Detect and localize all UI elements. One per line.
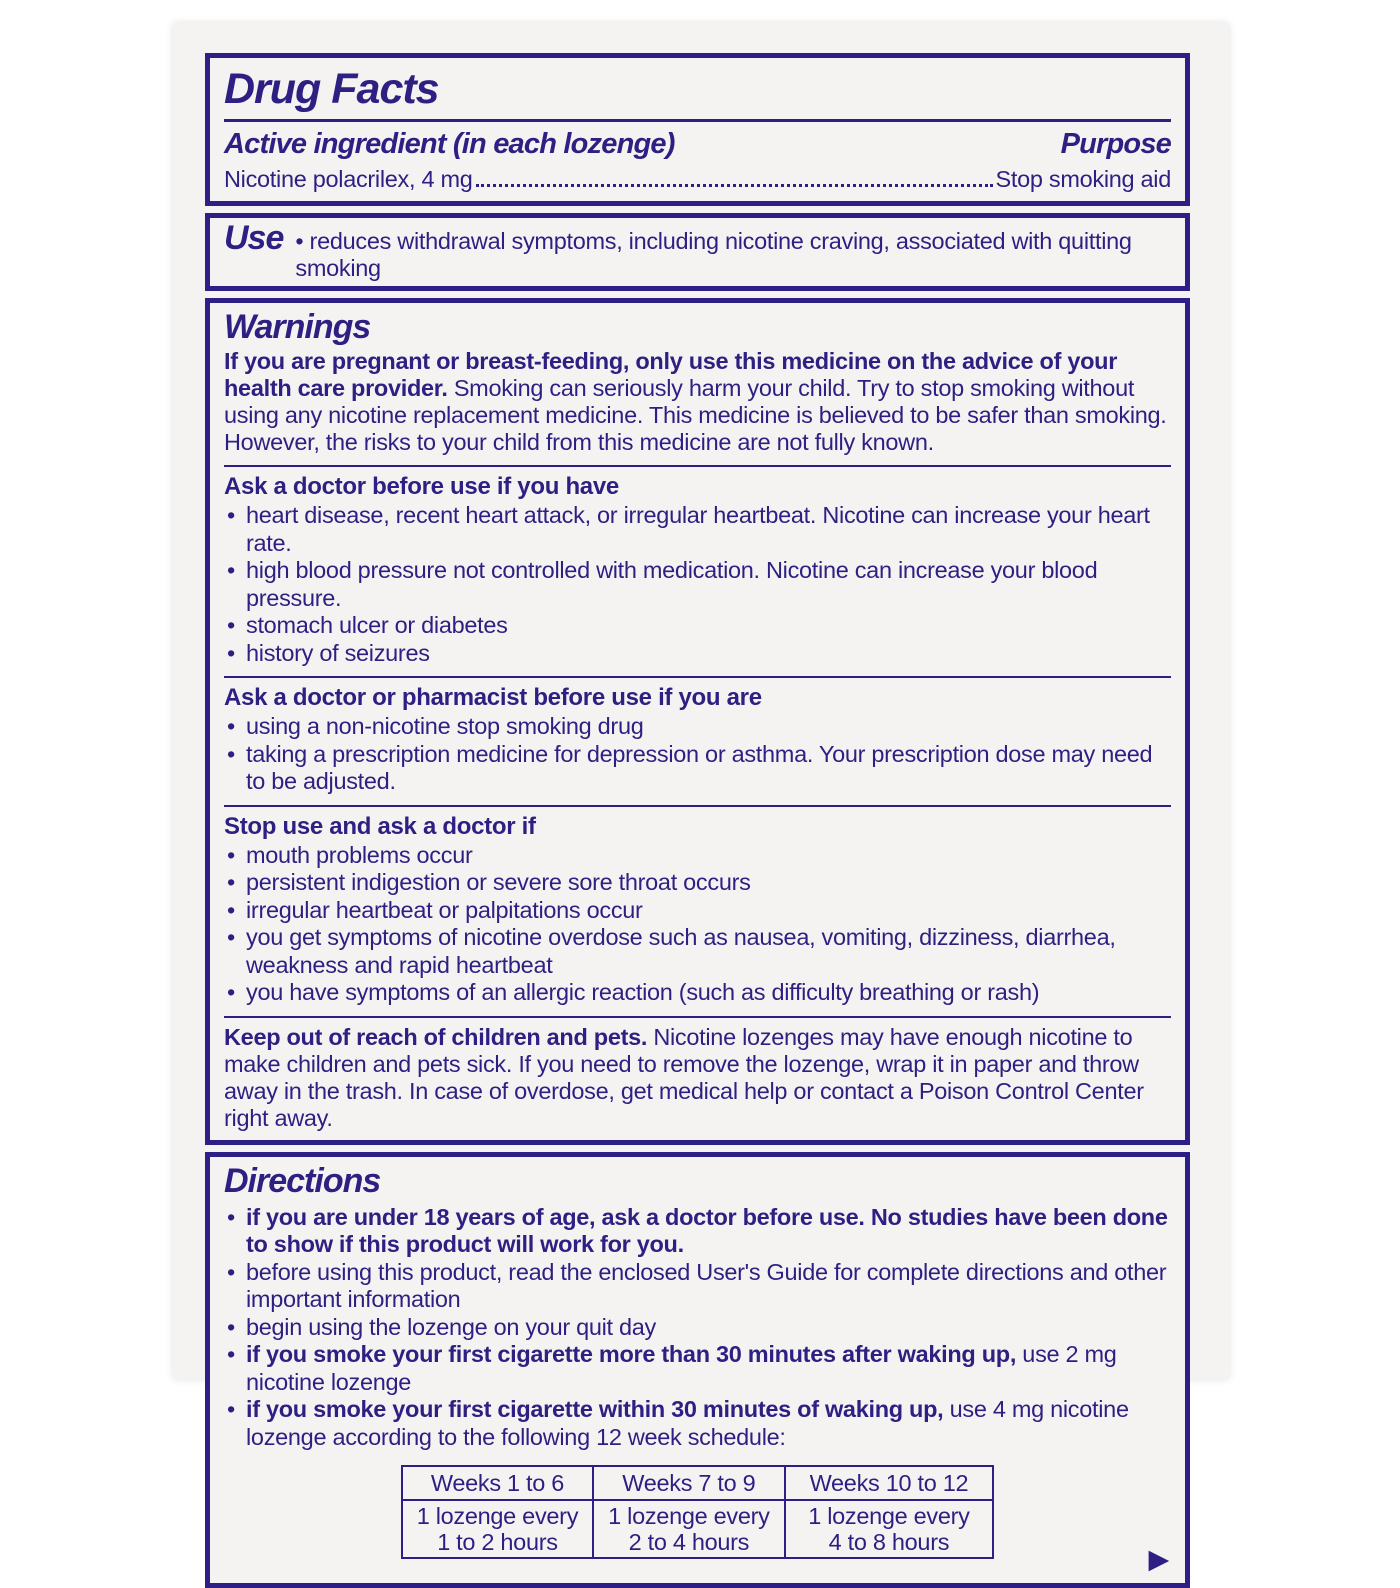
list-item: • persistent indigestion or severe sore throat occurs — [224, 869, 1171, 897]
table-header-cell: Weeks 10 to 12 — [785, 1466, 994, 1500]
ask-pharmacist-heading: Ask a doctor or pharmacist before use if you are — [224, 684, 762, 712]
ask-doctor-list — [224, 502, 1171, 667]
direction-bold: if you are under 18 years of age, ask a doctor before use. No studies have been done to show if this product will work for you. — [246, 1203, 1168, 1258]
section-divider — [224, 805, 1171, 807]
direction-rest: use 4 mg nicotine lozenge according to the following 12 week schedule: — [246, 1396, 1129, 1450]
purpose-heading: Purpose — [1060, 128, 1171, 161]
list-item: • taking a prescription medicine for depression or asthma. Your prescription dose may need to be adjusted. — [224, 741, 1171, 796]
pregnancy-warning-rest: Smoking can seriously harm your child. Try to stop smoking without using any nicotine replacement medicine. This medicine is believed to be safer than smoking. However, the risks to your child from this medicine are not fully known. — [224, 375, 1167, 456]
cell-line: 4 to 8 hours — [828, 1529, 950, 1556]
list-item: • you have symptoms of an allergic reaction (such as difficulty breathing or rash) — [224, 979, 1171, 1007]
pregnancy-warning — [224, 348, 1171, 456]
list-item — [224, 1341, 1171, 1396]
stop-use-list — [224, 842, 1171, 1007]
table-header-cell: Weeks 7 to 9 — [593, 1466, 784, 1500]
active-ingredient-box — [205, 53, 1190, 206]
section-divider — [224, 676, 1171, 678]
stop-use-heading: Stop use and ask a doctor if — [224, 812, 536, 840]
cell-line: 1 lozenge every — [416, 1503, 579, 1530]
drug-facts-title: Drug Facts — [224, 65, 439, 113]
warnings-box — [205, 298, 1190, 1145]
ask-doctor-heading: Ask a doctor before use if you have — [224, 473, 619, 501]
purpose-value: Stop smoking aid — [995, 165, 1171, 192]
table-header-row — [402, 1466, 994, 1500]
list-item: • stomach ulcer or diabetes — [224, 612, 1171, 640]
active-ingredient-header-row — [224, 128, 1171, 161]
list-item: • you get symptoms of nicotine overdose such as nausea, vomiting, dizziness, diarrhea, weakness and rapid heartbeat — [224, 924, 1171, 979]
warnings-heading: Warnings — [224, 307, 371, 346]
direction-rest: before using this product, read the enclosed User's Guide for complete directions and other important information — [246, 1258, 1167, 1313]
section-divider — [224, 1016, 1171, 1018]
directions-heading: Directions — [224, 1161, 381, 1200]
dotted-leader — [476, 183, 993, 187]
keep-out-warning-rest: Nicotine lozenges may have enough nicotine to make children and pets sick. If you need to remove the lozenge, wrap it in paper and throw away in the trash. In case of overdose, get medical help or contact a Poison Control Center right away. — [224, 1023, 1144, 1131]
active-ingredient-heading: Active ingredient (in each lozenge) — [224, 128, 675, 161]
table-header-cell: Weeks 1 to 6 — [402, 1466, 593, 1500]
directions-box — [205, 1152, 1190, 1588]
pregnancy-warning-bold: If you are pregnant or breast-feeding, only use this medicine on the advice of your health care provider. — [224, 348, 1118, 402]
direction-bold: if you smoke your first cigarette within 30 minutes of waking up, — [246, 1396, 944, 1423]
direction-rest: begin using the lozenge on your quit day — [246, 1313, 657, 1340]
label-card — [173, 23, 1229, 1575]
title-divider — [224, 119, 1171, 122]
cell-line: 2 to 4 hours — [628, 1529, 750, 1556]
list-item: • heart disease, recent heart attack, or irregular heartbeat. Nicotine can increase your heart rate. — [224, 502, 1171, 557]
cell-line: 1 to 2 hours — [437, 1529, 558, 1556]
direction-bold: if you smoke your first cigarette more than 30 minutes after waking up, — [246, 1341, 1017, 1368]
cell-line: 1 lozenge every — [808, 1503, 970, 1530]
list-item: • irregular heartbeat or palpitations occur — [224, 897, 1171, 925]
ask-pharmacist-list — [224, 713, 1171, 796]
direction-rest: use 2 mg nicotine lozenge — [246, 1341, 1117, 1395]
table-row — [402, 1500, 994, 1558]
list-item — [224, 1204, 1171, 1259]
list-item: • high blood pressure not controlled with medication. Nicotine can increase your blood pressure. — [224, 557, 1171, 612]
list-item — [224, 1396, 1171, 1451]
list-item: • using a non-nicotine stop smoking drug — [224, 713, 1171, 741]
ingredient-name: Nicotine polacrilex, 4 mg — [224, 165, 473, 192]
use-box — [205, 213, 1190, 291]
list-item — [224, 1259, 1171, 1314]
list-item — [224, 1314, 1171, 1342]
keep-out-warning-bold: Keep out of reach of children and pets. — [224, 1023, 648, 1050]
list-item: • mouth problems occur — [224, 842, 1171, 870]
list-item: • history of seizures — [224, 640, 1171, 668]
ingredient-row — [224, 165, 1171, 193]
table-cell — [785, 1500, 994, 1558]
cell-line: 1 lozenge every — [608, 1503, 770, 1530]
table-cell — [402, 1500, 593, 1558]
table-cell — [593, 1500, 784, 1558]
use-text: • reduces withdrawal symptoms, including nicotine craving, associated with quitting smoking — [295, 228, 1171, 282]
section-divider — [224, 465, 1171, 467]
directions-list — [224, 1204, 1171, 1452]
drug-facts-label — [205, 53, 1190, 1588]
dosing-schedule-table — [401, 1465, 995, 1559]
continue-arrow-icon: ▶ — [1148, 1544, 1169, 1575]
use-heading: Use — [224, 218, 284, 257]
keep-out-warning — [224, 1024, 1171, 1132]
